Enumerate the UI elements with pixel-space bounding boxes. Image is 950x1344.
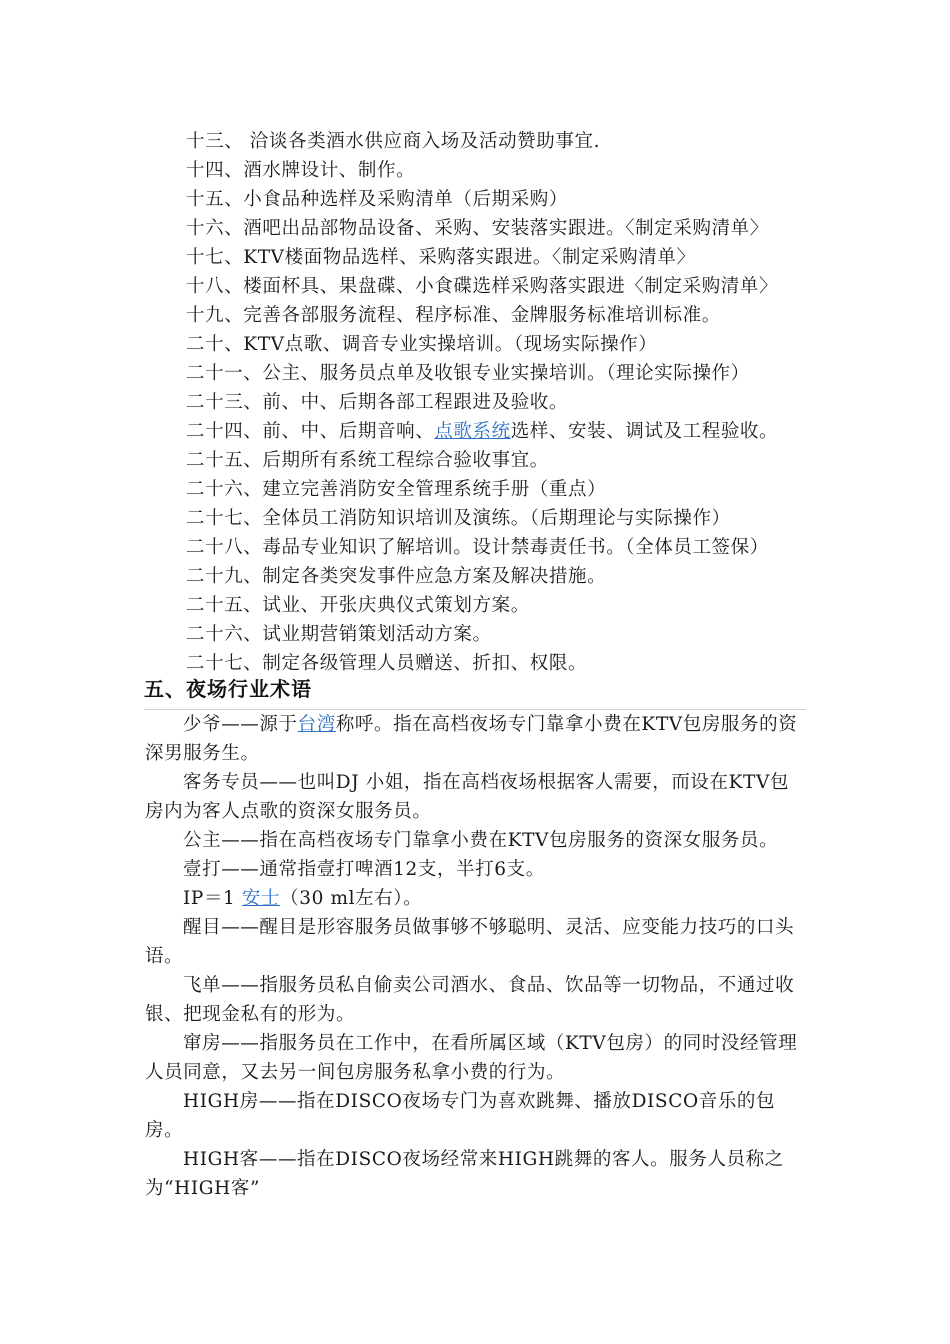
list-item: 二十五、试业、开张庆典仪式策划方案。 — [186, 595, 530, 616]
term-text: HIGH客——指在DISCO夜场经常来HIGH跳舞的客人。服务人员称之为“HIGH客” — [145, 1149, 784, 1199]
term-text: 客务专员——也叫DJ 小姐，指在高档夜场根据客人需要，而设在KTV包房内为客人点歌的资深女服务员。 — [145, 772, 790, 822]
term-paragraph — [145, 826, 807, 855]
list-item: 二十一、公主、服务员点单及收银专业实操培训。（理论实际操作） — [186, 363, 750, 384]
term-paragraph — [145, 710, 807, 768]
list-item: 十四、酒水牌设计、制作。 — [186, 160, 416, 181]
term-text: 飞单——指服务员私自偷卖公司酒水、食品、饮品等一切物品，不通过收银、把现金私有的形为。 — [145, 975, 795, 1025]
term-paragraph — [145, 1145, 807, 1203]
list-item: 十五、小食品种选样及采购清单（后期采购） — [186, 189, 569, 210]
term-paragraph — [145, 971, 807, 1029]
list-item-text: 选样、安装、调试及工程验收。 — [510, 421, 779, 442]
list-item: 十三、 洽谈各类酒水供应商入场及活动赞助事宜. — [186, 131, 601, 152]
taiwan-link[interactable]: 台湾 — [297, 714, 336, 735]
list-item: 十八、楼面杯具、果盘碟、小食碟选样采购落实跟进〈制定采购清单〉 — [186, 276, 779, 297]
term-text: （30 ml左右）。 — [280, 888, 423, 909]
term-paragraph — [145, 1087, 807, 1145]
term-text: 称呼。指在高档夜场专门靠拿小费在KTV包房服务的资深男服务生。 — [145, 714, 798, 764]
list-item — [186, 417, 826, 446]
term-text: 窜房——指服务员在工作中，在看所属区域（KTV包房）的同时没经管理人员同意，又去另一间包房服务私拿小费的行为。 — [145, 1033, 798, 1083]
list-item-text: 二十四、前、中、后期音响、 — [186, 421, 435, 442]
list-item: 二十、KTV点歌、调音专业实操培训。（现场实际操作） — [186, 334, 658, 355]
term-text: 壹打——通常指壹打啤酒12支，半打6支。 — [183, 859, 545, 880]
list-item: 十九、完善各部服务流程、程序标准、金牌服务标准培训标准。 — [186, 305, 721, 326]
list-item: 二十七、制定各级管理人员赠送、折扣、权限。 — [186, 653, 588, 674]
task-list — [186, 127, 826, 678]
song-system-link[interactable]: 点歌系统 — [434, 421, 511, 442]
list-item: 二十八、毒品专业知识了解培训。设计禁毒责任书。（全体员工签保） — [186, 537, 769, 558]
term-text: 醒目——醒目是形容服务员做事够不够聪明、灵活、应变能力技巧的口头语。 — [145, 917, 795, 967]
list-item: 十七、KTV楼面物品选样、采购落实跟进。〈制定采购清单〉 — [186, 247, 696, 268]
ounce-link[interactable]: 安士 — [241, 888, 281, 909]
list-item: 十六、酒吧出品部物品设备、采购、安装落实跟进。〈制定采购清单〉 — [186, 218, 769, 239]
list-item: 二十五、后期所有系统工程综合验收事宜。 — [186, 450, 549, 471]
term-text: HIGH房——指在DISCO夜场专门为喜欢跳舞、播放DISCO音乐的包房。 — [145, 1091, 776, 1141]
terms-glossary — [145, 710, 807, 1203]
list-item: 二十九、制定各类突发事件应急方案及解决措施。 — [186, 566, 607, 587]
term-paragraph — [145, 768, 807, 826]
list-item: 二十七、全体员工消防知识培训及演练。（后期理论与实际操作） — [186, 508, 731, 529]
term-paragraph — [145, 884, 807, 913]
section-heading: 五、夜场行业术语 — [144, 677, 312, 701]
term-text: 公主——指在高档夜场专门靠拿小费在KTV包房服务的资深女服务员。 — [183, 830, 779, 851]
list-item: 二十三、前、中、后期各部工程跟进及验收。 — [186, 392, 569, 413]
term-text: IP＝1 — [183, 888, 242, 909]
list-item: 二十六、建立完善消防安全管理系统手册（重点） — [186, 479, 607, 500]
term-paragraph — [145, 855, 807, 884]
term-paragraph — [145, 1029, 807, 1087]
term-paragraph — [145, 913, 807, 971]
list-item: 二十六、试业期营销策划活动方案。 — [186, 624, 492, 645]
term-text: 少爷——源于 — [183, 714, 298, 735]
